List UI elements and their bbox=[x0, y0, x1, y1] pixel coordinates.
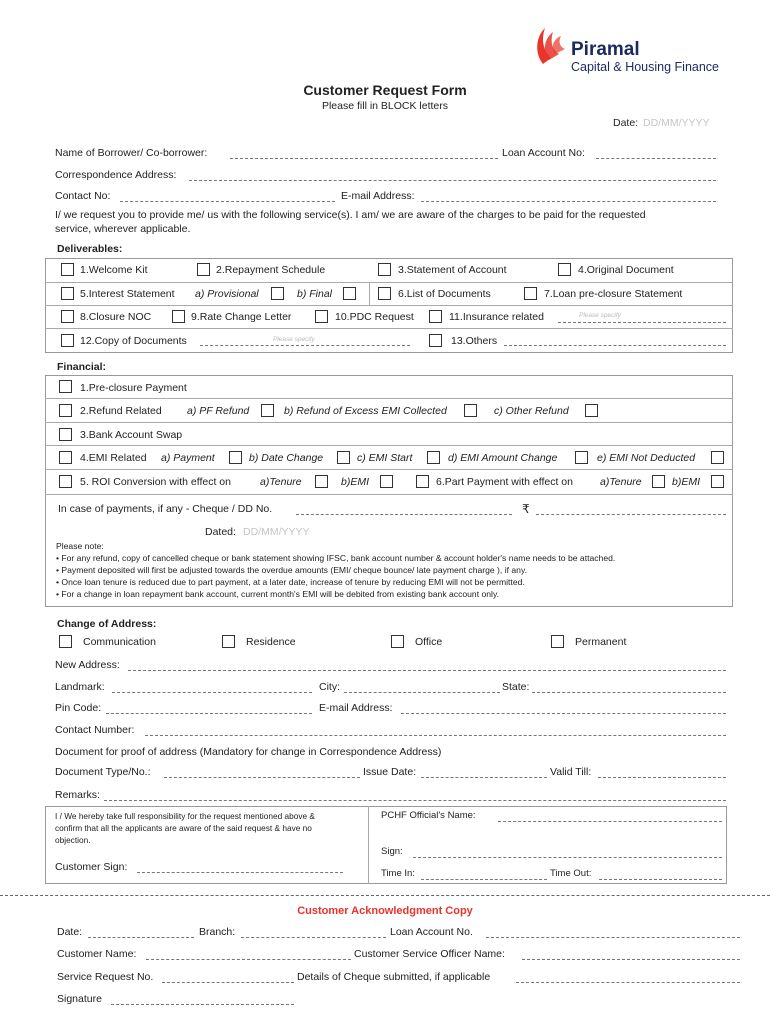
insurance-specify-hint: Please specify bbox=[579, 312, 621, 319]
issue-date-field[interactable] bbox=[421, 777, 547, 778]
welcome-kit-checkbox[interactable] bbox=[61, 263, 74, 276]
ack-cheque-details-label: Details of Cheque submitted, if applicable bbox=[297, 971, 491, 983]
part-emi-checkbox[interactable] bbox=[711, 475, 724, 488]
interest-statement-checkbox[interactable] bbox=[61, 287, 74, 300]
date-change-label: b) Date Change bbox=[249, 452, 324, 464]
bank-swap-label: 3.Bank Account Swap bbox=[80, 429, 183, 441]
document-type-field[interactable] bbox=[164, 777, 360, 778]
provisional-label: a) Provisional bbox=[195, 288, 259, 300]
excess-emi-refund-label: b) Refund of Excess EMI Collected bbox=[284, 405, 447, 417]
emi-related-label: 4.EMI Related bbox=[80, 452, 147, 464]
roi-tenure-label: a)Tenure bbox=[260, 476, 302, 488]
provisional-checkbox[interactable] bbox=[271, 287, 284, 300]
pdc-request-label: 10.PDC Request bbox=[335, 311, 414, 323]
ack-customer-name-label: Customer Name: bbox=[57, 948, 137, 960]
ack-loan-account-label: Loan Account No. bbox=[390, 926, 473, 938]
insurance-specify-field[interactable] bbox=[558, 322, 726, 323]
state-label: State: bbox=[502, 681, 530, 693]
loan-preclosure-label: 7.Loan pre-closure Statement bbox=[544, 288, 683, 300]
customer-sign-field[interactable] bbox=[137, 872, 343, 873]
note-line: • Payment deposited will first be adjusted towards the overdue amounts (EMI/ cheque bounce/ late payment charge ), if any. bbox=[56, 565, 527, 575]
time-in-field[interactable] bbox=[421, 879, 547, 880]
valid-till-label: Valid Till: bbox=[550, 766, 592, 778]
note-line: • Once loan tenure is reduced due to part payment, at a later date, increase of tenure by reducing EMI will not be permitted. bbox=[56, 577, 525, 587]
borrower-label: Name of Borrower/ Co-borrower: bbox=[55, 147, 208, 159]
communication-checkbox[interactable] bbox=[59, 635, 72, 648]
landmark-label: Landmark: bbox=[55, 681, 105, 693]
time-out-label: Time Out: bbox=[550, 868, 592, 879]
divider bbox=[45, 282, 733, 283]
landmark-field[interactable] bbox=[112, 692, 312, 693]
contact-number-field[interactable] bbox=[145, 735, 726, 736]
ack-loan-account-field[interactable] bbox=[486, 937, 740, 938]
part-tenure-checkbox[interactable] bbox=[652, 475, 665, 488]
request-text-2: service, wherever applicable. bbox=[55, 223, 191, 235]
time-in-label: Time In: bbox=[381, 868, 415, 879]
roi-conversion-label: 5. ROI Conversion with effect on bbox=[80, 476, 231, 488]
office-label: Office bbox=[415, 636, 443, 648]
others-label: 13.Others bbox=[451, 335, 498, 347]
date-label: Date: bbox=[613, 117, 639, 129]
email-label: E-mail Address: bbox=[341, 190, 415, 202]
closure-noc-checkbox[interactable] bbox=[61, 310, 74, 323]
address-email-label: E-mail Address: bbox=[319, 702, 393, 714]
ack-cheque-details-field[interactable] bbox=[516, 982, 740, 983]
ack-branch-field[interactable] bbox=[241, 937, 386, 938]
date-change-checkbox[interactable] bbox=[337, 451, 350, 464]
declaration-text: confirm that all the applicants are aware of the said request & have no bbox=[55, 823, 312, 833]
other-refund-label: c) Other Refund bbox=[494, 405, 569, 417]
contact-field[interactable] bbox=[120, 201, 335, 202]
new-address-field[interactable] bbox=[128, 670, 726, 671]
emi-start-label: c) EMI Start bbox=[357, 452, 413, 464]
document-type-label: Document Type/No.: bbox=[55, 766, 151, 778]
declaration-text: I / We hereby take full responsibility for the request mentioned above & bbox=[55, 811, 315, 821]
pin-code-label: Pin Code: bbox=[55, 702, 102, 714]
ack-date-label: Date: bbox=[57, 926, 83, 938]
loan-preclosure-checkbox[interactable] bbox=[524, 287, 537, 300]
ack-service-request-field[interactable] bbox=[162, 982, 294, 983]
address-change-heading: Change of Address: bbox=[57, 618, 157, 630]
ack-date-field[interactable] bbox=[88, 937, 194, 938]
customer-sign-label: Customer Sign: bbox=[55, 861, 128, 873]
sign-label: Sign: bbox=[381, 846, 403, 857]
correspondence-field[interactable] bbox=[189, 180, 716, 181]
emi-amount-change-label: d) EMI Amount Change bbox=[448, 452, 558, 464]
copy-specify-field[interactable] bbox=[200, 345, 410, 346]
rupee-icon: ₹ bbox=[522, 502, 530, 516]
piramal-logo-icon bbox=[533, 24, 569, 66]
ack-signature-field[interactable] bbox=[111, 1004, 294, 1005]
communication-label: Communication bbox=[83, 636, 156, 648]
office-checkbox[interactable] bbox=[391, 635, 404, 648]
divider bbox=[45, 445, 733, 446]
ack-branch-label: Branch: bbox=[199, 926, 236, 938]
divider bbox=[369, 282, 370, 305]
repayment-schedule-label: 2.Repayment Schedule bbox=[216, 264, 326, 276]
statement-of-account-checkbox[interactable] bbox=[378, 263, 391, 276]
original-document-label: 4.Original Document bbox=[578, 264, 674, 276]
loan-account-field[interactable] bbox=[596, 158, 716, 159]
others-field[interactable] bbox=[504, 345, 726, 346]
official-sign-field[interactable] bbox=[413, 857, 722, 858]
official-name-label: PCHF Official's Name: bbox=[381, 810, 476, 821]
pdc-request-checkbox[interactable] bbox=[315, 310, 328, 323]
divider bbox=[45, 469, 733, 470]
form-subtitle: Please fill in BLOCK letters bbox=[321, 100, 449, 112]
contact-number-label: Contact Number: bbox=[55, 724, 135, 736]
repayment-schedule-checkbox[interactable] bbox=[197, 263, 210, 276]
brand-name: Piramal bbox=[571, 39, 640, 60]
divider bbox=[45, 494, 733, 495]
declaration-text: objection. bbox=[55, 835, 91, 845]
roi-tenure-checkbox[interactable] bbox=[315, 475, 328, 488]
ack-officer-name-field[interactable] bbox=[522, 959, 740, 960]
date-field[interactable]: DD/MM/YYYY bbox=[643, 117, 710, 129]
note-line: • For any refund, copy of cancelled cheque or bank statement showing IFSC, bank account number & account holder's name needs to be attached. bbox=[56, 553, 616, 563]
divider bbox=[45, 422, 733, 423]
rate-change-checkbox[interactable] bbox=[172, 310, 185, 323]
form-title: Customer Request Form bbox=[303, 82, 467, 98]
interest-statement-label: 5.Interest Statement bbox=[80, 288, 175, 300]
final-checkbox[interactable] bbox=[343, 287, 356, 300]
others-checkbox[interactable] bbox=[429, 334, 442, 347]
divider bbox=[45, 305, 733, 306]
copy-of-documents-checkbox[interactable] bbox=[61, 334, 74, 347]
list-of-documents-checkbox[interactable] bbox=[378, 287, 391, 300]
residence-label: Residence bbox=[246, 636, 296, 648]
financial-heading: Financial: bbox=[57, 361, 107, 373]
closure-noc-label: 8.Closure NOC bbox=[80, 311, 152, 323]
city-label: City: bbox=[319, 681, 340, 693]
proof-note: Document for proof of address (Mandatory for change in Correspondence Address) bbox=[55, 746, 442, 758]
part-payment-checkbox[interactable] bbox=[416, 475, 429, 488]
roi-emi-checkbox[interactable] bbox=[380, 475, 393, 488]
emi-related-checkbox[interactable] bbox=[59, 451, 72, 464]
pin-code-field[interactable] bbox=[106, 713, 312, 714]
city-field[interactable] bbox=[344, 692, 500, 693]
original-document-checkbox[interactable] bbox=[558, 263, 571, 276]
cut-line bbox=[0, 895, 770, 896]
dated-label: Dated: bbox=[205, 526, 236, 538]
ack-service-request-label: Service Request No. bbox=[57, 971, 154, 983]
divider bbox=[368, 806, 369, 884]
official-name-field[interactable] bbox=[498, 821, 722, 822]
acknowledgment-heading: Customer Acknowledgment Copy bbox=[297, 905, 473, 917]
residence-checkbox[interactable] bbox=[222, 635, 235, 648]
copy-of-documents-label: 12.Copy of Documents bbox=[80, 335, 187, 347]
emi-amount-change-checkbox[interactable] bbox=[575, 451, 588, 464]
payment-checkbox[interactable] bbox=[229, 451, 242, 464]
request-text-1: I/ we request you to provide me/ us with the following service(s). I am/ we are aware of the charges to be paid for the requested bbox=[55, 209, 646, 221]
emi-not-deducted-checkbox[interactable] bbox=[711, 451, 724, 464]
roi-conversion-checkbox[interactable] bbox=[59, 475, 72, 488]
preclosure-payment-label: 1.Pre-closure Payment bbox=[80, 382, 187, 394]
rate-change-label: 9.Rate Change Letter bbox=[191, 311, 292, 323]
other-refund-checkbox[interactable] bbox=[585, 404, 598, 417]
remarks-field[interactable] bbox=[104, 800, 726, 801]
note-heading: Please note: bbox=[56, 541, 104, 551]
amount-field[interactable] bbox=[536, 514, 726, 515]
remarks-label: Remarks: bbox=[55, 789, 100, 801]
excess-emi-refund-checkbox[interactable] bbox=[464, 404, 477, 417]
emi-start-checkbox[interactable] bbox=[427, 451, 440, 464]
part-tenure-label: a)Tenure bbox=[600, 476, 642, 488]
cheque-number-field[interactable] bbox=[296, 514, 512, 515]
payment-mode-label: In case of payments, if any - Cheque / DD No. bbox=[58, 503, 273, 515]
statement-of-account-label: 3.Statement of Account bbox=[398, 264, 507, 276]
divider bbox=[45, 328, 733, 329]
note-line: • For a change in loan repayment bank account, current month's EMI will be debited from existing bank account only. bbox=[56, 589, 500, 599]
pf-refund-checkbox[interactable] bbox=[261, 404, 274, 417]
part-payment-label: 6.Part Payment with effect on bbox=[436, 476, 573, 488]
bank-swap-checkbox[interactable] bbox=[59, 428, 72, 441]
final-label: b) Final bbox=[297, 288, 333, 300]
permanent-checkbox[interactable] bbox=[551, 635, 564, 648]
roi-emi-label: b)EMI bbox=[341, 476, 370, 488]
state-field[interactable] bbox=[532, 692, 726, 693]
permanent-label: Permanent bbox=[575, 636, 627, 648]
issue-date-label: Issue Date: bbox=[363, 766, 417, 778]
contact-label: Contact No: bbox=[55, 190, 111, 202]
insurance-related-label: 11.Insurance related bbox=[449, 311, 544, 323]
correspondence-label: Correspondence Address: bbox=[55, 169, 177, 181]
email-field[interactable] bbox=[421, 201, 716, 202]
new-address-label: New Address: bbox=[55, 659, 120, 671]
ack-signature-label: Signature bbox=[57, 993, 102, 1005]
deliverables-heading: Deliverables: bbox=[57, 243, 123, 255]
valid-till-field[interactable] bbox=[598, 777, 726, 778]
copy-specify-hint: Please specify bbox=[273, 336, 315, 343]
address-email-field[interactable] bbox=[401, 713, 726, 714]
borrower-field[interactable] bbox=[230, 158, 498, 159]
emi-not-deducted-label: e) EMI Not Deducted bbox=[597, 452, 696, 464]
loan-account-label: Loan Account No: bbox=[502, 147, 585, 159]
refund-related-checkbox[interactable] bbox=[59, 404, 72, 417]
ack-officer-name-label: Customer Service Officer Name: bbox=[354, 948, 505, 960]
insurance-related-checkbox[interactable] bbox=[429, 310, 442, 323]
refund-related-label: 2.Refund Related bbox=[80, 405, 162, 417]
list-of-documents-label: 6.List of Documents bbox=[398, 288, 491, 300]
dated-field[interactable]: DD/MM/YYYY bbox=[243, 526, 310, 538]
welcome-kit-label: 1.Welcome Kit bbox=[80, 264, 148, 276]
divider bbox=[45, 398, 733, 399]
ack-customer-name-field[interactable] bbox=[146, 959, 351, 960]
payment-label: a) Payment bbox=[161, 452, 215, 464]
pf-refund-label: a) PF Refund bbox=[187, 405, 250, 417]
brand-subtitle: Capital & Housing Finance bbox=[571, 60, 719, 74]
time-out-field[interactable] bbox=[599, 879, 722, 880]
part-emi-label: b)EMI bbox=[672, 476, 701, 488]
preclosure-payment-checkbox[interactable] bbox=[59, 380, 72, 393]
